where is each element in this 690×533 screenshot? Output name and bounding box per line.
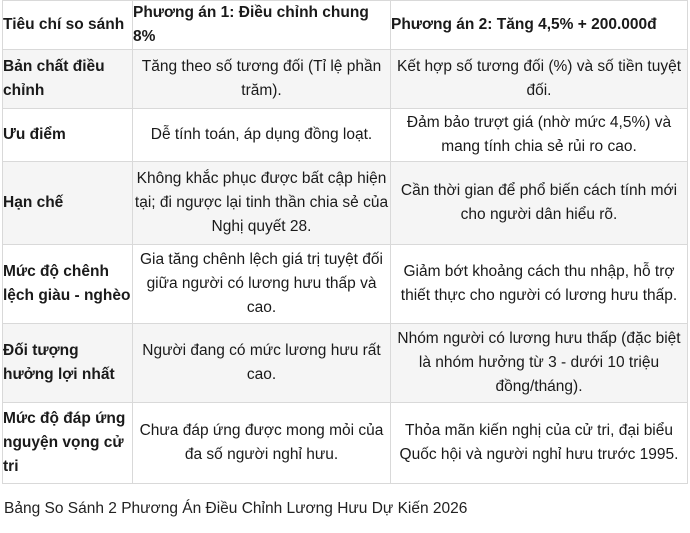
comparison-table: [2, 0, 688, 484]
option-2-cell: Kết hợp số tương đối (%) và số tiền tuyệt đối.: [391, 50, 688, 109]
option-1-cell: Không khắc phục được bất cập hiện tại; đi ngược lại tinh thần chia sẻ của Nghị quyết 28.: [133, 162, 391, 245]
option-1-cell: Tăng theo số tương đối (Tỉ lệ phần trăm).: [133, 50, 391, 109]
table-row: [3, 162, 688, 245]
table-row: [3, 50, 688, 109]
header-option-2: Phương án 2: Tăng 4,5% + 200.000đ: [391, 1, 688, 50]
option-2-cell: Thỏa mãn kiến nghị của cử tri, đại biểu Quốc hội và người nghỉ hưu trước 1995.: [391, 403, 688, 484]
criterion-cell: Mức độ đáp ứng nguyện vọng cử tri: [3, 403, 133, 484]
criterion-cell: Mức độ chênh lệch giàu - nghèo: [3, 245, 133, 324]
criterion-cell: Ưu điểm: [3, 109, 133, 162]
option-1-cell: Gia tăng chênh lệch giá trị tuyệt đối giữa người có lương hưu thấp và cao.: [133, 245, 391, 324]
option-1-cell: Dễ tính toán, áp dụng đồng loạt.: [133, 109, 391, 162]
option-2-cell: Đảm bảo trượt giá (nhờ mức 4,5%) và mang tính chia sẻ rủi ro cao.: [391, 109, 688, 162]
criterion-cell: Hạn chế: [3, 162, 133, 245]
option-2-cell: Cần thời gian để phổ biến cách tính mới cho người dân hiểu rõ.: [391, 162, 688, 245]
table-row: [3, 245, 688, 324]
option-2-cell: Giảm bớt khoảng cách thu nhập, hỗ trợ thiết thực cho người có lương hưu thấp.: [391, 245, 688, 324]
table-row: [3, 324, 688, 403]
criterion-cell: Bản chất điều chỉnh: [3, 50, 133, 109]
option-1-cell: Chưa đáp ứng được mong mỏi của đa số người nghỉ hưu.: [133, 403, 391, 484]
table-header-row: [3, 1, 688, 50]
table-row: [3, 109, 688, 162]
header-option-1: Phương án 1: Điều chỉnh chung 8%: [133, 1, 391, 50]
table-caption: Bảng So Sánh 2 Phương Án Điều Chỉnh Lương Hưu Dự Kiến 2026: [4, 500, 468, 517]
option-1-cell: Người đang có mức lương hưu rất cao.: [133, 324, 391, 403]
option-2-cell: Nhóm người có lương hưu thấp (đặc biệt là nhóm hưởng từ 3 - dưới 10 triệu đồng/tháng).: [391, 324, 688, 403]
criterion-cell: Đối tượng hưởng lợi nhất: [3, 324, 133, 403]
table-row: [3, 403, 688, 484]
header-criteria: Tiêu chí so sánh: [3, 1, 133, 50]
